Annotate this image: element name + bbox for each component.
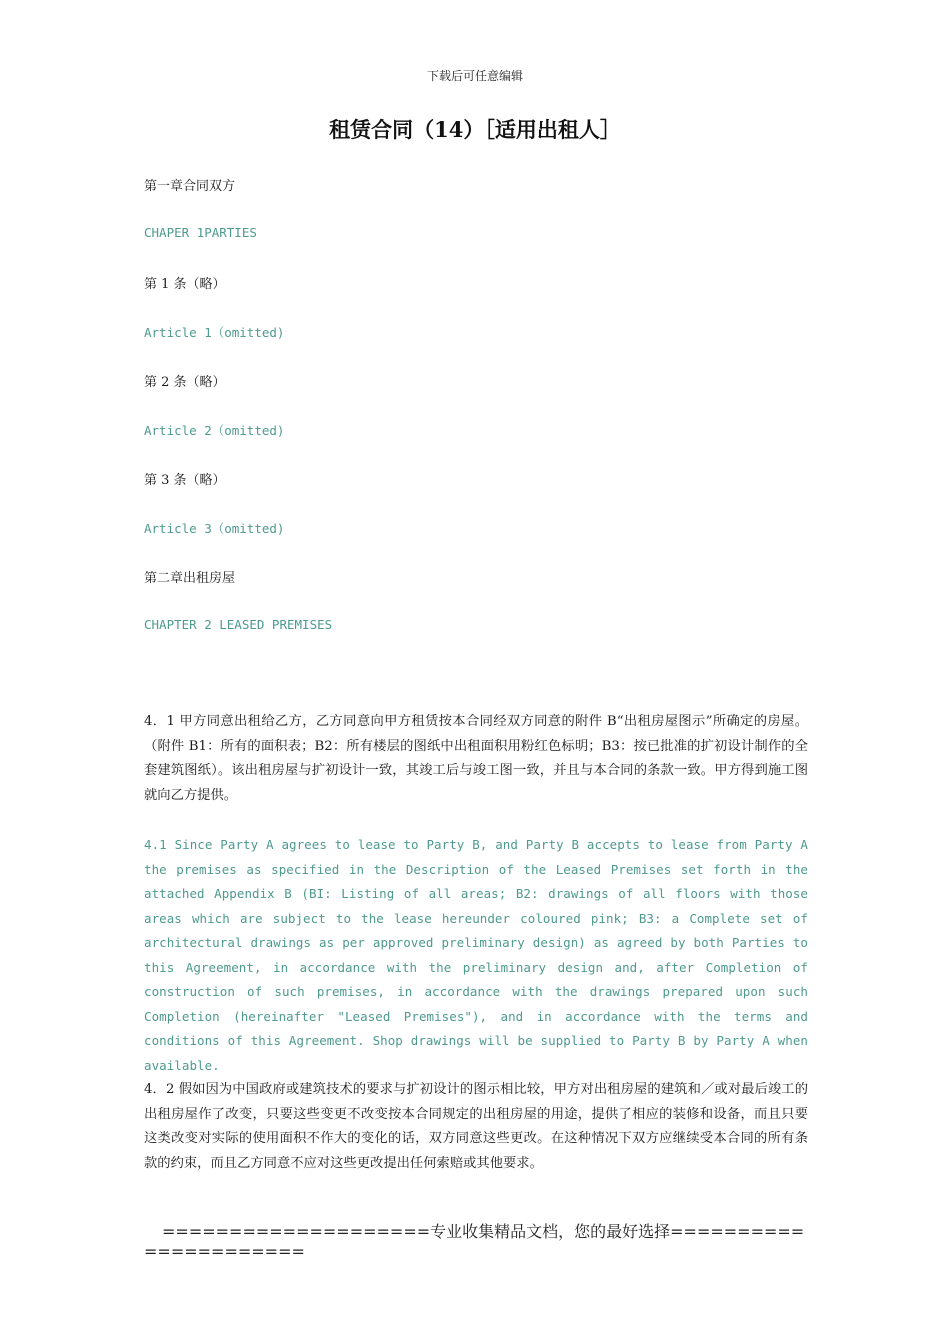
chapter-2-heading-zh: 第二章出租房屋: [144, 571, 236, 586]
article-3-en: Article 3（omitted): [144, 521, 285, 536]
footer-banner: ====================专业收集精品文档，您的最好选择======================: [144, 1222, 805, 1261]
article-3-zh: 第 3 条（略）: [144, 473, 226, 488]
article-1-en: Article 1（omitted): [144, 325, 285, 340]
document-title: 租赁合同（14）［适用出租人］: [329, 117, 621, 142]
chapter-1-heading-en: CHAPER 1PARTIES: [144, 225, 257, 240]
clause-4-1-zh: 4．1 甲方同意出租给乙方，乙方同意向甲方租赁按本合同经双方同意的附件 B“出租房屋图示”所确定的房屋。（附件 B1：所有的面积表；B2：所有楼层的图纸中出租面积用粉红色标明；B3：按已批准的扩初设计制作的全套建筑图纸）。该出租房屋与扩初设计一致，其竣工后与竣工图一致，并且与本合同的条款一致。甲方得到施工图就向乙方提供。: [144, 714, 808, 803]
header-note: 下载后可任意编辑: [426, 69, 523, 83]
clause-4-1-en: 4.1 Since Party A agrees to lease to Party B, and Party B accepts to lease from Party A the premises as specified in the Description of the Leased Premises set forth in the attached Appendix B (BI: Listing of all areas; B2: drawings of all floors with those areas which are subject to the lease hereunder coloured pink; B3: a Complete set of architectural drawings as per approved preliminary design) as agreed by both Parties to this Agreement, in accordance with the preliminary design and, after Completion of construction of such premises, in accordance with the drawings prepared upon such Completion (hereinafter "Leased Premises"), and in accordance with the terms and conditions of this Agreement. Shop drawings will be supplied to Party B by Party A when available.: [144, 837, 808, 1073]
clause-4-2-zh: 4．2 假如因为中国政府或建筑技术的要求与扩初设计的图示相比较，甲方对出租房屋的建筑和／或对最后竣工的出租房屋作了改变，只要这些变更不改变按本合同规定的出租房屋的用途，提供了相应的装修和设备，而且只要这类改变对实际的使用面积不作大的变化的话，双方同意这些更改。在这种情况下双方应继续受本合同的所有条款的约束，而且乙方同意不应对这些更改提出任何索赔或其他要求。: [144, 1082, 808, 1171]
article-2-zh: 第 2 条（略）: [144, 375, 226, 390]
article-2-en: Article 2（omitted): [144, 423, 285, 438]
chapter-2-heading-en: CHAPTER 2 LEASED PREMISES: [144, 617, 333, 632]
article-1-zh: 第 1 条（略）: [144, 277, 226, 292]
chapter-1-heading-zh: 第一章合同双方: [144, 179, 236, 194]
